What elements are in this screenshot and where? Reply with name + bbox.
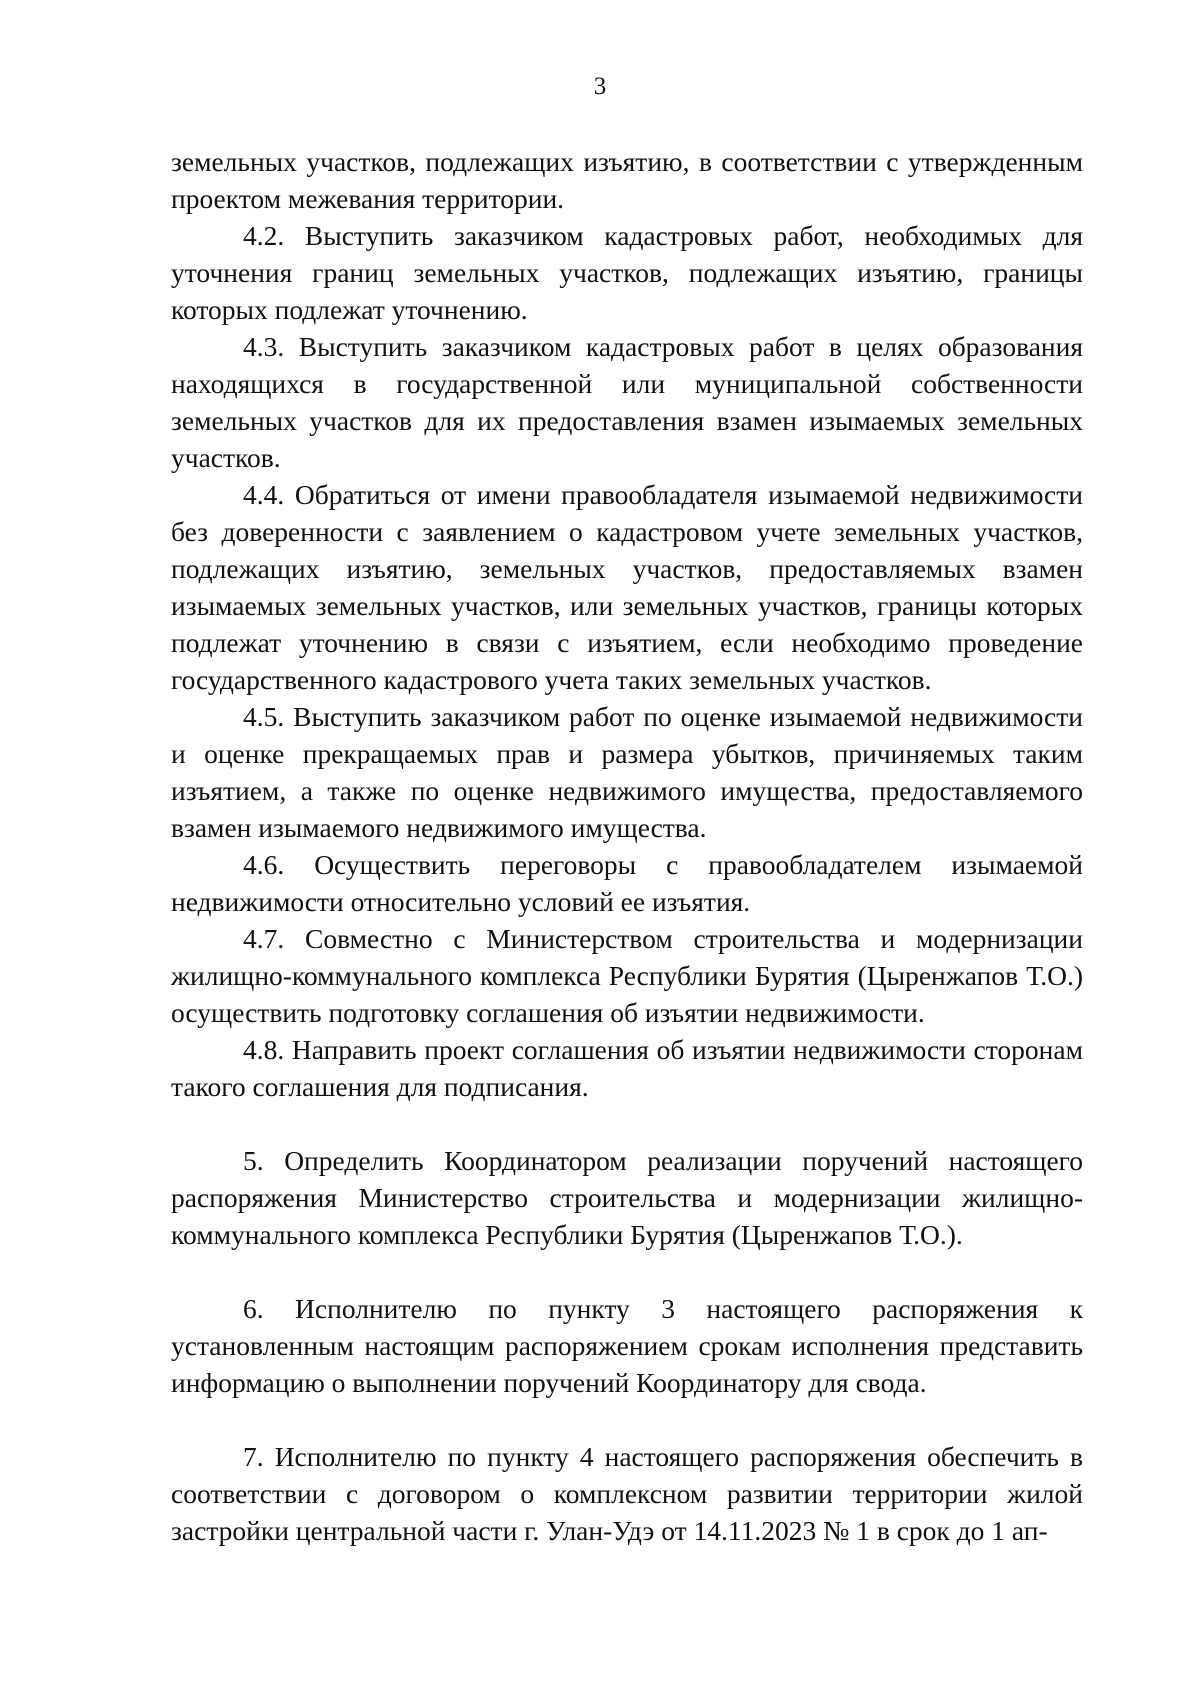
paragraph-continuation: земельных участков, подлежащих изъятию, в соответствии с утвержденным проектом межевания территории. (171, 146, 1083, 214)
paragraph-7: 7. Исполнителю по пункту 4 настоящего распоряжения обеспечить в соответствии с договором о комплексном развитии территории жилой застройки центральной части г. Улан-Удэ от 14.11.2023 № 1 в срок до 1 ап- (171, 1441, 1083, 1546)
page-number: 3 (593, 73, 607, 100)
paragraph-4-8: 4.8. Направить проект соглашения об изъятии недвижимости сторонам такого соглашения для подписания. (171, 1034, 1083, 1102)
paragraph-4-3: 4.3. Выступить заказчиком кадастровых работ в целях образования находящихся в государственной или муниципальной собственности земельных участков для их предоставления взамен изымаемых земельных участков. (171, 331, 1083, 473)
paragraph-4-4: 4.4. Обратиться от имени правообладателя изымаемой недвижимости без доверенности с заявлением о кадастровом учете земельных участков, подлежащих изъятию, земельных участков, предоставляемых взамен изымаемых земельных участков, или земельных участков, границы которых подлежат уточнению в связи с изъятием, если необходимо проведение государственного кадастрового учета таких земельных участков. (171, 479, 1083, 695)
paragraph-6: 6. Исполнителю по пункту 3 настоящего распоряжения к установленным настоящим распоряжением срокам исполнения представить информацию о выполнении поручений Координатору для свода. (171, 1293, 1083, 1398)
paragraph-4-7: 4.7. Совместно с Министерством строительства и модернизации жилищно-коммунального комплекса Республики Бурятия (Цыренжапов Т.О.) осуществить подготовку соглашения об изъятии недвижимости. (171, 923, 1083, 1028)
paragraph-4-6: 4.6. Осуществить переговоры с правообладателем изымаемой недвижимости относительно условий ее изъятия. (171, 849, 1083, 917)
paragraph-4-5: 4.5. Выступить заказчиком работ по оценке изымаемой недвижимости и оценке прекращаемых прав и размера убытков, причиняемых таким изъятием, а также по оценке недвижимого имущества, предоставляемого взамен изымаемого недвижимого имущества. (171, 701, 1083, 843)
document-body (171, 143, 1083, 1549)
paragraph-5: 5. Определить Координатором реализации поручений настоящего распоряжения Министерство строительства и модернизации жилищно-коммунального комплекса Республики Бурятия (Цыренжапов Т.О.). (171, 1145, 1083, 1250)
paragraph-4-2: 4.2. Выступить заказчиком кадастровых работ, необходимых для уточнения границ земельных участков, подлежащих изъятию, границы которых подлежат уточнению. (171, 220, 1083, 325)
